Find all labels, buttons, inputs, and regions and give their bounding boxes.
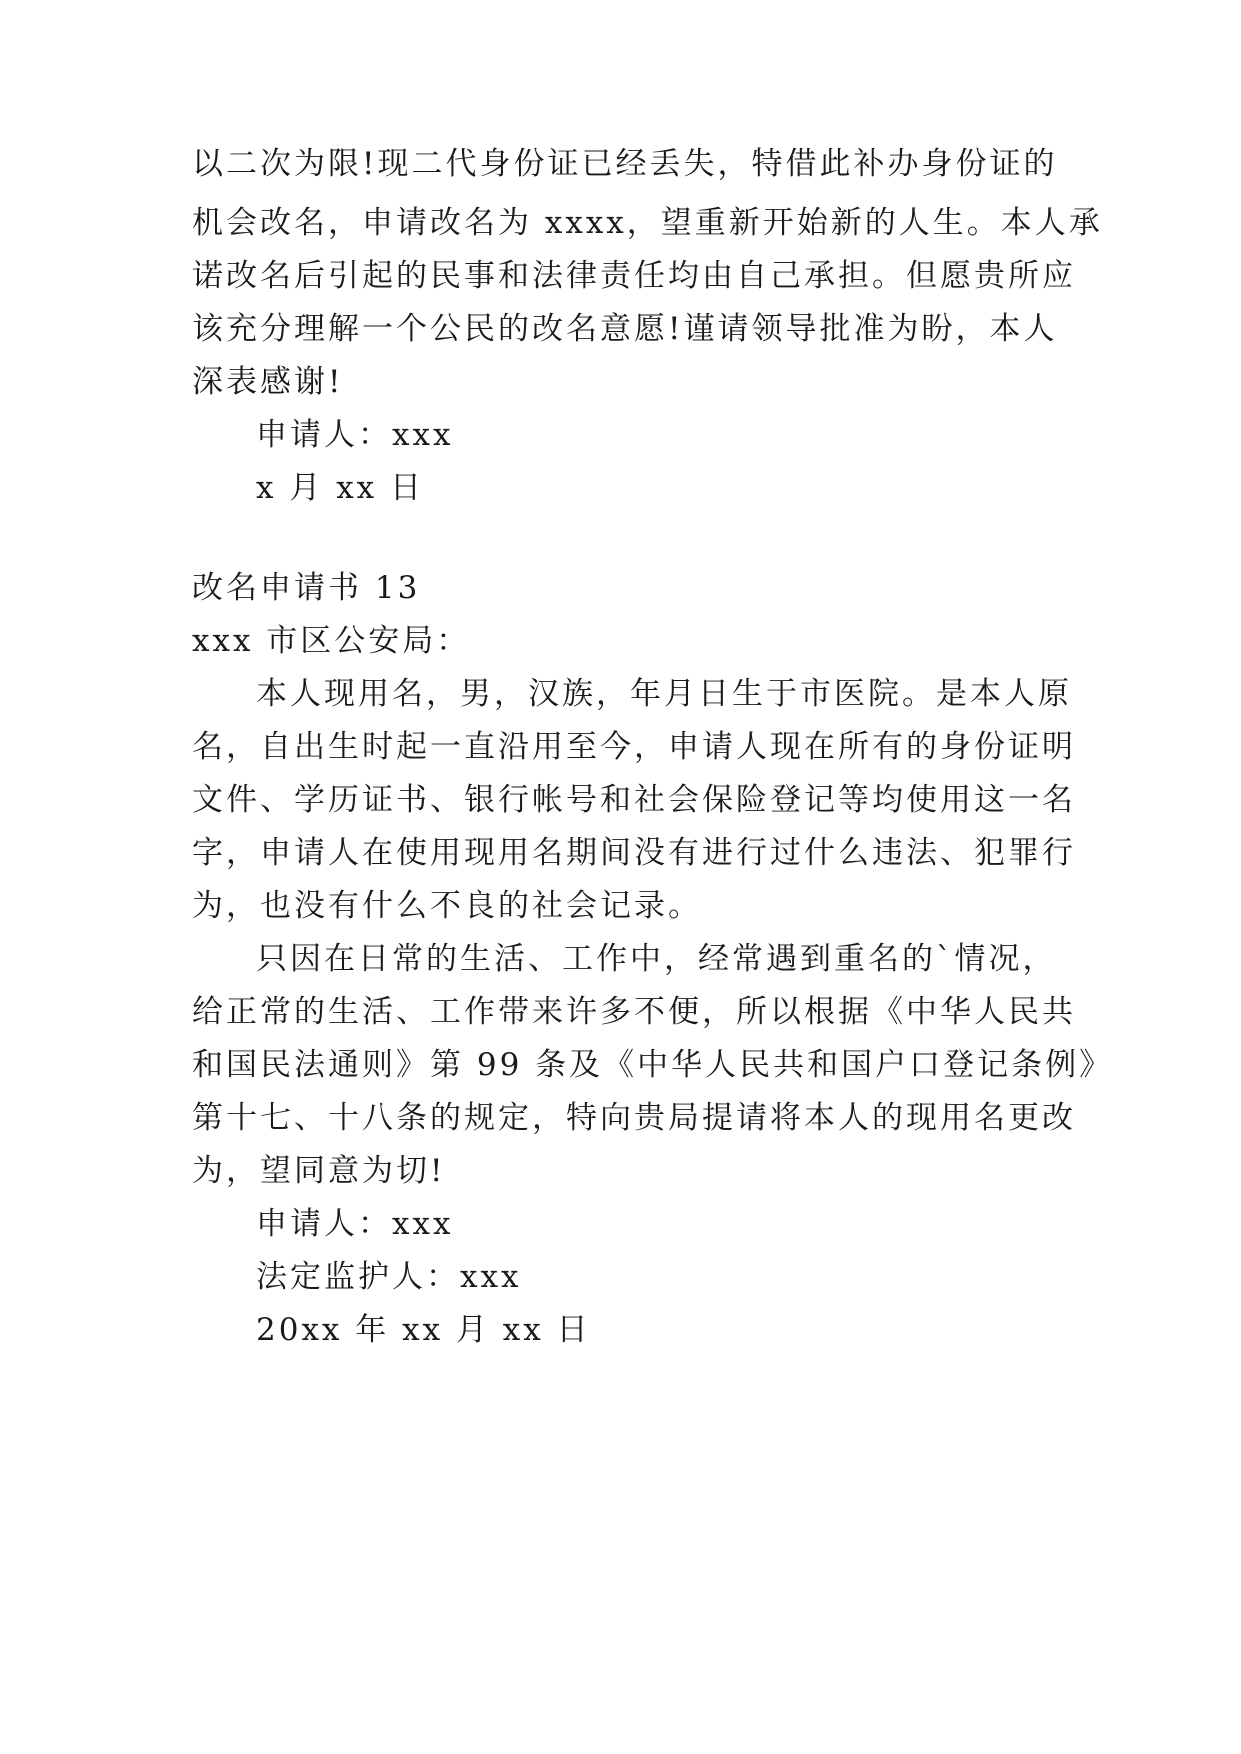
body-line: 和国民法通则》第 99 条及《中华人民共和国户口登记条例》 (192, 1047, 1114, 1083)
body-line: 只因在日常的生活、工作中，经常遇到重名的`情况， (256, 941, 1057, 977)
applicant-signature: 申请人：xxx (256, 417, 454, 453)
body-line: 字，申请人在使用现用名期间没有进行过什么违法、犯罪行 (192, 835, 1076, 871)
body-line: 为，望同意为切! (192, 1153, 446, 1189)
body-line: 为，也没有什么不良的社会记录。 (192, 888, 702, 924)
body-line: 该充分理解一个公民的改名意愿!谨请领导批准为盼，本人 (192, 311, 1058, 347)
applicant-signature: 申请人：xxx (256, 1206, 454, 1242)
guardian-signature: 法定监护人：xxx (256, 1259, 522, 1295)
body-line: 诺改名后引起的民事和法律责任均由自己承担。但愿贵所应 (192, 258, 1076, 294)
body-line: 给正常的生活、工作带来许多不便，所以根据《中华人民共 (192, 994, 1076, 1030)
signature-date: x 月 xx 日 (256, 470, 425, 506)
body-line: 本人现用名，男，汉族，年月日生于市医院。是本人原 (256, 676, 1072, 712)
body-line: 第十七、十八条的规定，特向贵局提请将本人的现用名更改 (192, 1100, 1076, 1136)
body-line: 名，自出生时起一直沿用至今，申请人现在所有的身份证明 (192, 729, 1076, 765)
body-line: 以二次为限!现二代身份证已经丢失，特借此补办身份证的 (192, 146, 1058, 182)
body-line: 深表感谢! (192, 364, 344, 400)
addressee: xxx 市区公安局： (192, 623, 471, 659)
document-title: 改名申请书 13 (192, 570, 421, 606)
body-line: 文件、学历证书、银行帐号和社会保险登记等均使用这一名 (192, 782, 1076, 818)
body-line: 机会改名，申请改名为 xxxx，望重新开始新的人生。本人承 (192, 205, 1103, 241)
signature-date: 20xx 年 xx 月 xx 日 (256, 1312, 591, 1348)
